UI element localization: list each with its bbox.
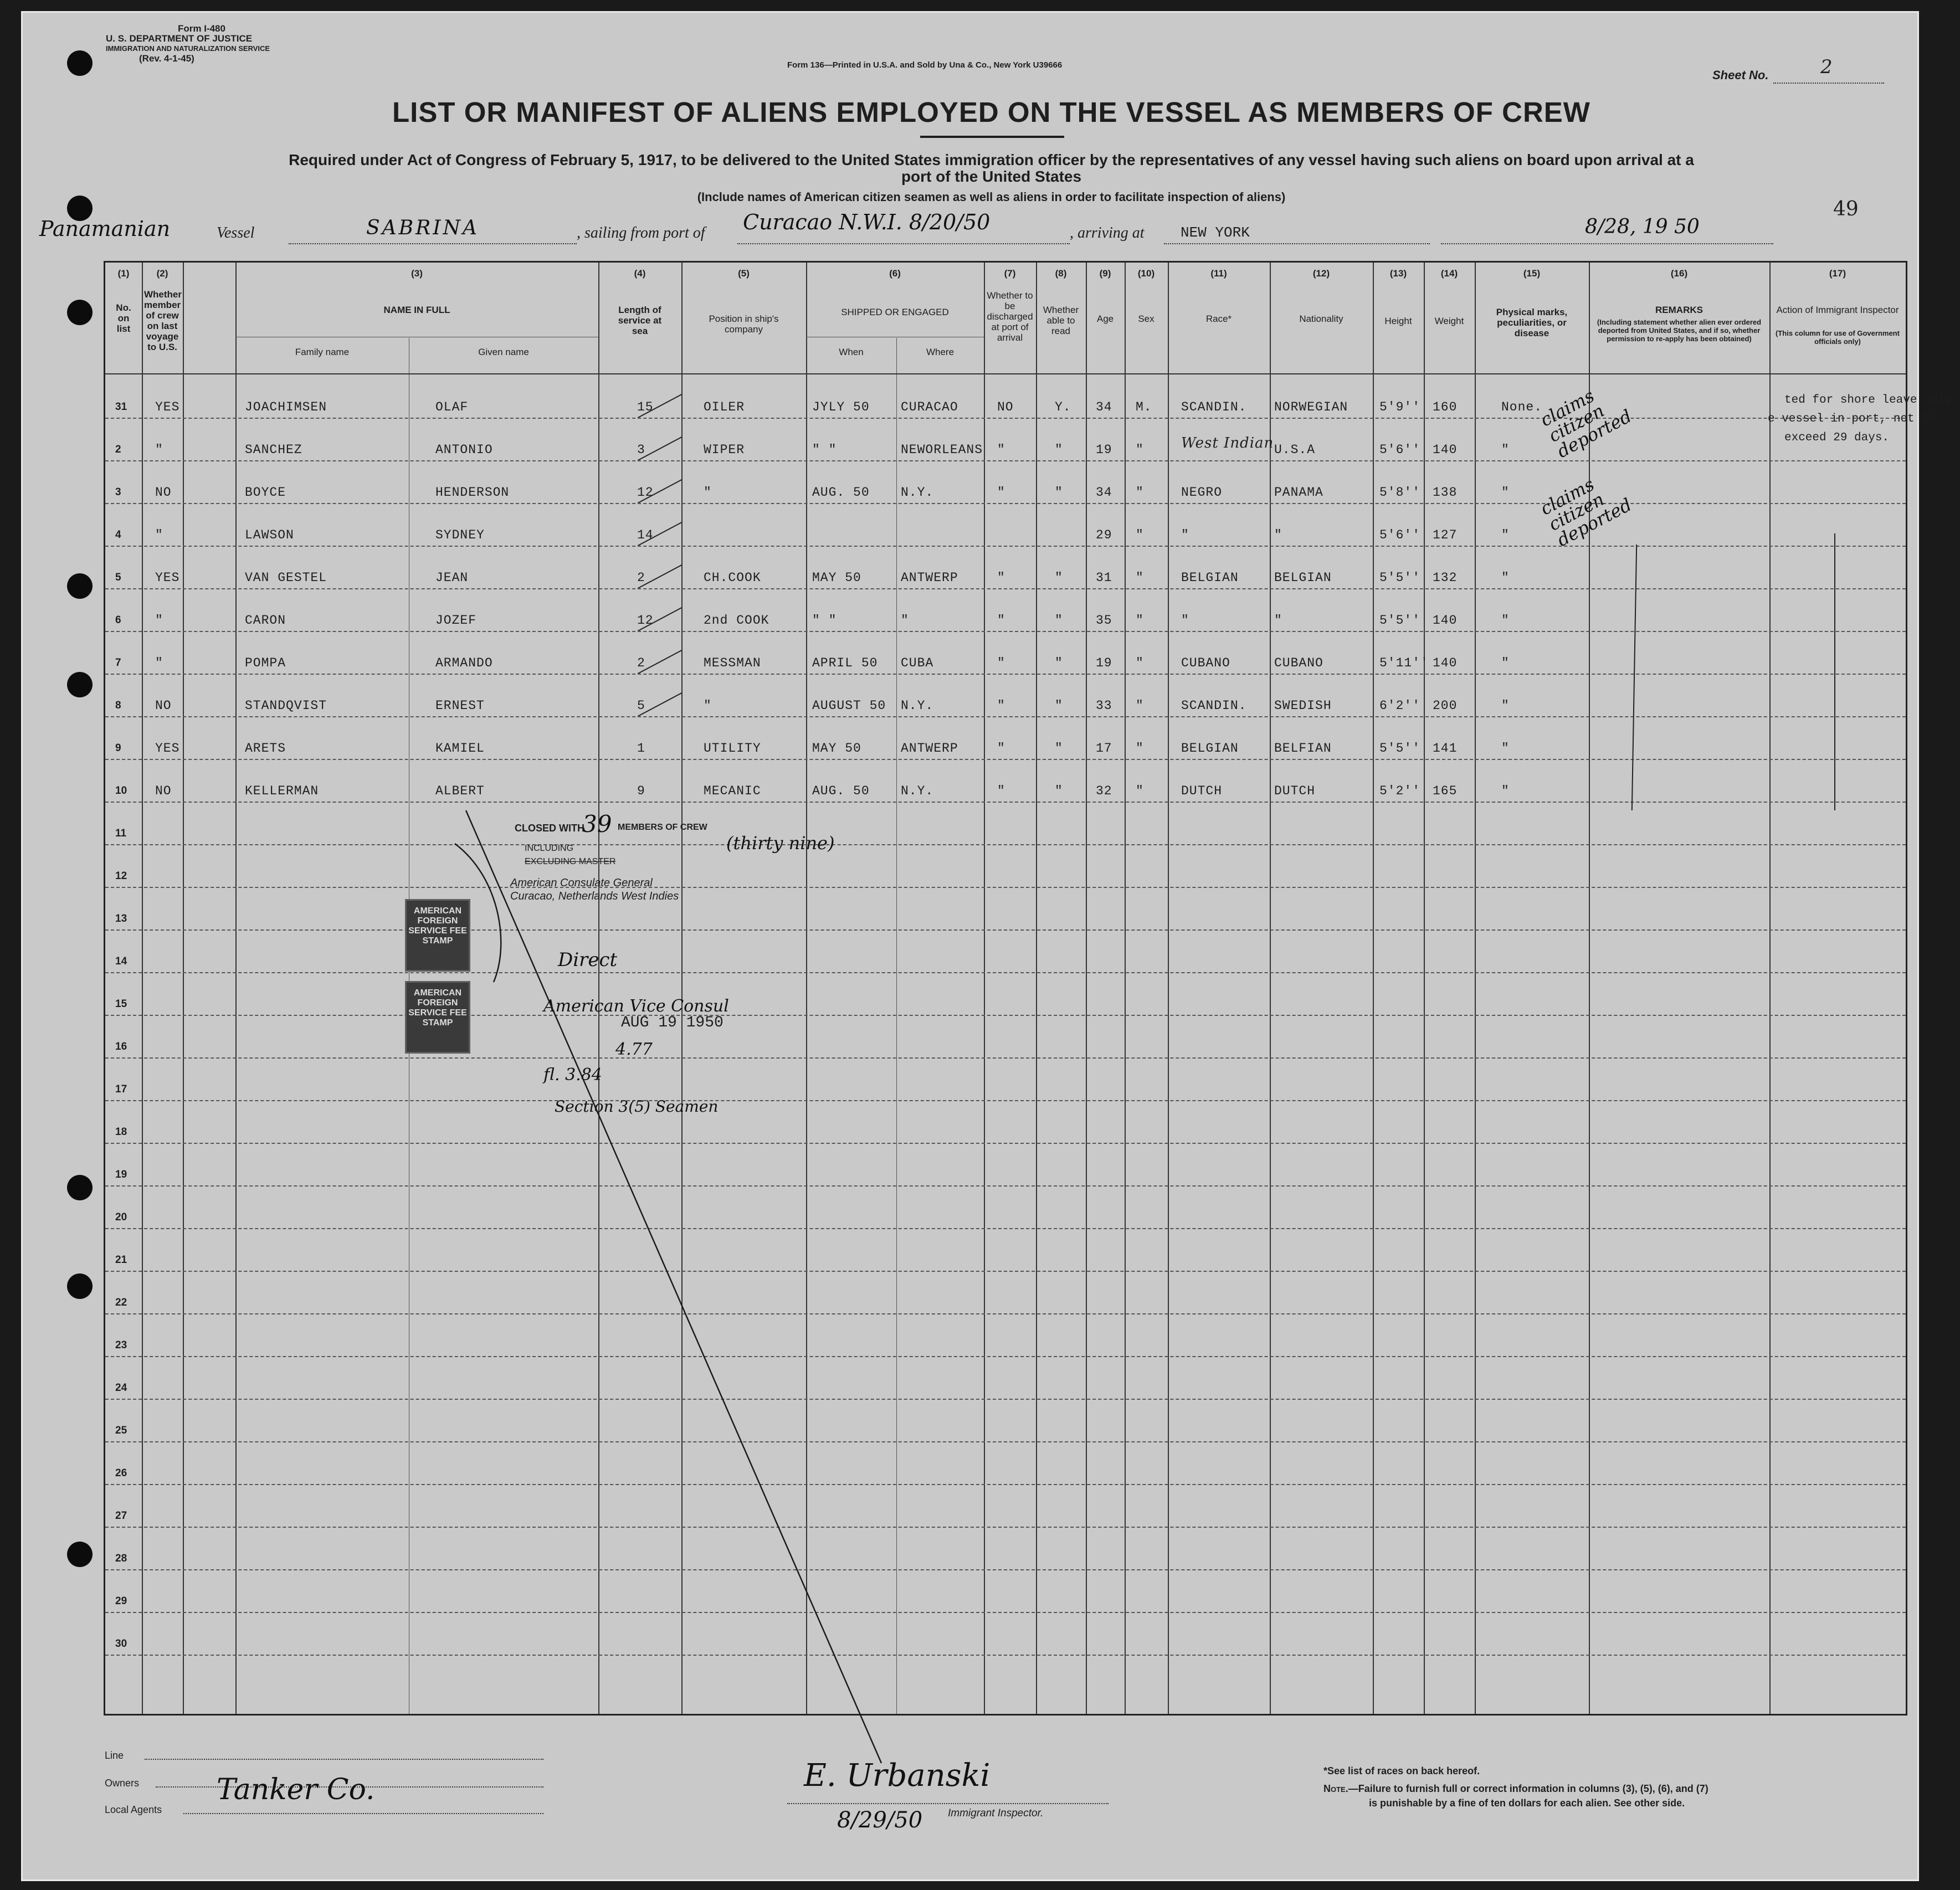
note-text-1 (1323, 1783, 1708, 1795)
cell-race: CUBANO (1181, 656, 1230, 670)
cell-shipped-when: AUG. 50 (812, 485, 870, 500)
row-number: 26 (115, 1467, 127, 1479)
revision: (Rev. 4-1-45) (139, 53, 194, 64)
cell-shipped-where: CUBA (901, 656, 934, 670)
cell-sex: " (1136, 571, 1144, 585)
cell-shipped-where: N.Y. (901, 784, 934, 798)
cell-height: 6'2'' (1379, 699, 1421, 713)
cell-weight: 127 (1433, 528, 1458, 542)
cell-shipped-when: " " (812, 443, 837, 457)
row-number: 19 (115, 1169, 127, 1180)
row-number: 13 (115, 913, 127, 925)
cell-age: 34 (1096, 485, 1112, 500)
cell-family-name: POMPA (245, 656, 286, 670)
cell-age: 19 (1096, 443, 1112, 457)
cell-race: BELGIAN (1181, 571, 1239, 585)
cell-nationality: PANAMA (1274, 485, 1323, 500)
col-header-given-name: Given name (478, 347, 529, 357)
cell-given-name: ANTONIO (435, 443, 493, 457)
cell-shipped-where: CURACAO (901, 400, 958, 414)
form-number: Form I-480 (178, 23, 225, 34)
row-number: 25 (115, 1425, 127, 1436)
row-number: 18 (115, 1126, 127, 1138)
cell-nationality: " (1274, 528, 1282, 542)
service: IMMIGRATION AND NATURALIZATION SERVICE (106, 44, 270, 53)
cell-family-name: KELLERMAN (245, 784, 319, 798)
col-num-4: (4) (634, 268, 646, 279)
cell-position: CH.COOK (704, 571, 761, 585)
cell-position: MESSMAN (704, 656, 761, 670)
cell-last-voyage: YES (155, 400, 180, 414)
owners-label: Owners (105, 1778, 140, 1789)
vice-consul-signature: American Vice Consul (543, 997, 729, 1016)
row-number: 30 (115, 1638, 127, 1650)
count-words: (thirty nine) (726, 833, 835, 854)
fee-amount: 4.77 (615, 1040, 653, 1059)
cell-shipped-where: ANTWERP (901, 571, 958, 585)
cell-service-length: 2 (637, 656, 645, 670)
cell-service-length: 5 (637, 699, 645, 713)
cell-sex: " (1136, 485, 1144, 500)
cell-family-name: SANCHEZ (245, 443, 302, 457)
cell-age: 31 (1096, 571, 1112, 585)
cell-last-voyage: YES (155, 571, 180, 585)
col-header-sex: Sex (1138, 314, 1155, 324)
cell-age: 34 (1096, 400, 1112, 414)
col-header-name: NAME IN FULL (383, 305, 450, 315)
cell-discharged: " (997, 613, 1005, 628)
vessel-name: SABRINA (366, 217, 479, 239)
cell-last-voyage: " (155, 656, 163, 670)
col-num-9: (9) (1099, 268, 1111, 279)
consulate-location: Curacao, Netherlands West Indies (510, 890, 679, 902)
cell-weight: 132 (1433, 571, 1458, 585)
col-num-2: (2) (156, 268, 168, 279)
consular-date: AUG 19 1950 (621, 1014, 724, 1031)
manifest-sheet (21, 11, 1952, 1881)
cell-position: " (704, 699, 712, 713)
page-number: 49 (1833, 198, 1859, 220)
section-note: Section 3(5) Seamen (555, 1097, 719, 1116)
arriving-label: , arriving at (1070, 224, 1145, 242)
cell-last-voyage: " (155, 443, 163, 457)
row-number: 3 (115, 486, 121, 498)
cell-discharged: NO (997, 400, 1014, 414)
row-number: 5 (115, 572, 121, 583)
cell-given-name: HENDERSON (435, 485, 510, 500)
col-num-13: (13) (1389, 268, 1407, 279)
fee-stamp-1: AMERICAN FOREIGN SERVICE FEE STAMP (405, 899, 470, 972)
col-header-when: When (839, 347, 864, 357)
row-number: 8 (115, 700, 121, 711)
cell-race: BELGIAN (1181, 741, 1239, 756)
cell-height: 5'5'' (1379, 741, 1421, 756)
vessel-flag: Panamanian (39, 217, 171, 241)
cell-physical-marks: " (1501, 485, 1510, 500)
cell-given-name: OLAF (435, 400, 469, 414)
cell-able-to-read: " (1055, 613, 1063, 628)
cell-family-name: VAN GESTEL (245, 571, 327, 585)
cell-sex: " (1136, 528, 1144, 542)
cell-weight: 140 (1433, 443, 1458, 457)
cell-service-length: 3 (637, 443, 645, 457)
cell-family-name: CARON (245, 613, 286, 628)
page-title: LIST OR MANIFEST OF ALIENS EMPLOYED ON THE VESSEL AS MEMBERS OF CREW (392, 96, 1590, 128)
row-number: 15 (115, 998, 127, 1010)
cell-age: 32 (1096, 784, 1112, 798)
cell-service-length: 12 (637, 613, 654, 628)
including-label: INCLUDING (525, 844, 574, 853)
agents-underline (183, 1813, 543, 1814)
cell-weight: 138 (1433, 485, 1458, 500)
cell-able-to-read: " (1055, 741, 1063, 756)
col-header-position: Position in ship's company (709, 314, 779, 335)
cell-service-length: 12 (637, 485, 654, 500)
cell-discharged: " (997, 571, 1005, 585)
sheet-label: Sheet No. (1712, 68, 1769, 82)
col-num-17: (17) (1829, 268, 1846, 279)
col-header-nationality: Nationality (1299, 314, 1343, 324)
row-number: 17 (115, 1083, 127, 1095)
cell-service-length: 2 (637, 571, 645, 585)
row-number: 6 (115, 614, 121, 626)
cell-family-name: BOYCE (245, 485, 286, 500)
remarks-typed-3: exceed 29 days. (1784, 432, 1890, 444)
col-header-discharged: Whether to be discharged at port of arrival (987, 290, 1033, 343)
cell-nationality: " (1274, 613, 1282, 628)
cell-given-name: ARMANDO (435, 656, 493, 670)
cell-race: NEGRO (1181, 485, 1223, 500)
col-num-3: (3) (411, 268, 423, 279)
cell-weight: 140 (1433, 656, 1458, 670)
cell-nationality: BELGIAN (1274, 571, 1332, 585)
col-header-last-voyage: Whether member of crew on last voyage to U.S. (144, 289, 182, 352)
col-header-weight: Weight (1434, 316, 1464, 326)
cell-sex: " (1136, 741, 1144, 756)
col-num-12: (12) (1312, 268, 1330, 279)
cell-age: 17 (1096, 741, 1112, 756)
cell-last-voyage: NO (155, 485, 172, 500)
cell-weight: 141 (1433, 741, 1458, 756)
cell-age: 33 (1096, 699, 1112, 713)
cell-physical-marks: " (1501, 528, 1510, 542)
cell-shipped-where: " (901, 613, 909, 628)
note-label: Note. (1323, 1783, 1348, 1794)
row-number: 28 (115, 1553, 127, 1564)
col-header-action-note: (This column for use of Government officials only) (1776, 329, 1900, 346)
col-header-race: Race* (1205, 314, 1232, 324)
col-header-remarks-note: (Including statement whether alien ever ordered deported from United States, and if so, whether permission to re-apply has been obtained) (1597, 318, 1762, 343)
cell-shipped-when: JYLY 50 (812, 400, 870, 414)
cell-physical-marks: " (1501, 656, 1510, 670)
cell-physical-marks: None. (1501, 400, 1543, 414)
inspector-date: 8/29/50 (837, 1807, 923, 1833)
cell-position: 2nd COOK (704, 613, 769, 628)
row-number: 21 (115, 1254, 127, 1266)
col-header-where: Where (926, 347, 955, 357)
col-header-height: Height (1384, 316, 1412, 326)
cell-physical-marks: " (1501, 443, 1510, 457)
excluding-label: EXCLUDING MASTER (525, 857, 616, 866)
cell-discharged: " (997, 699, 1005, 713)
cell-given-name: ALBERT (435, 784, 485, 798)
row-number: 24 (115, 1382, 127, 1394)
cell-physical-marks: " (1501, 784, 1510, 798)
cell-position: WIPER (704, 443, 745, 457)
col-num-7: (7) (1004, 268, 1016, 279)
cell-sex: " (1136, 656, 1144, 670)
cell-given-name: ERNEST (435, 699, 485, 713)
cell-sex: " (1136, 784, 1144, 798)
required-line-2: port of the United States (901, 168, 1082, 185)
row-number: 31 (115, 401, 127, 413)
cell-sex: " (1136, 613, 1144, 628)
cell-last-voyage: " (155, 613, 163, 628)
cell-shipped-when: AUG. 50 (812, 784, 870, 798)
line-underline (145, 1759, 543, 1760)
note-text-2: is punishable by a fine of ten dollars for each alien. See other side. (1369, 1797, 1685, 1809)
cell-service-length: 15 (637, 400, 654, 414)
cell-weight: 160 (1433, 400, 1458, 414)
consulate-name: American Consulate General (510, 877, 653, 889)
col-num-6: (6) (889, 268, 901, 279)
cell-sex: M. (1136, 400, 1152, 414)
col-header-service: Length of service at sea (618, 305, 662, 336)
cell-able-to-read: " (1055, 656, 1063, 670)
cell-able-to-read: " (1055, 571, 1063, 585)
members-of-crew: MEMBERS OF CREW (618, 823, 707, 832)
cell-nationality: DUTCH (1274, 784, 1316, 798)
closed-with-label: CLOSED WITH (515, 823, 584, 834)
department: U. S. DEPARTMENT OF JUSTICE (106, 33, 253, 44)
remarks-typed-1: ted for shore leave only (1784, 394, 1952, 407)
cell-weight: 200 (1433, 699, 1458, 713)
cell-able-to-read: " (1055, 784, 1063, 798)
cell-weight: 140 (1433, 613, 1458, 628)
row-number: 7 (115, 657, 121, 669)
cell-physical-marks: " (1501, 613, 1510, 628)
printer-line: Form 136—Printed in U.S.A. and Sold by Una & Co., New York U39666 (787, 60, 1063, 70)
col-num-15: (15) (1523, 268, 1541, 279)
cell-nationality: U.S.A (1274, 443, 1316, 457)
agents-label: Local Agents (105, 1804, 162, 1815)
cell-height: 5'6'' (1379, 528, 1421, 542)
from-port: Curacao N.W.I. 8/20/50 (743, 210, 991, 234)
cell-race: " (1181, 613, 1189, 628)
cell-able-to-read: " (1055, 443, 1063, 457)
cell-nationality: NORWEGIAN (1274, 400, 1348, 414)
col-header-action: Action of Immigrant Inspector (1776, 305, 1899, 315)
cell-position: " (704, 485, 712, 500)
cell-last-voyage: YES (155, 741, 180, 756)
row-number: 29 (115, 1595, 127, 1607)
cell-position: UTILITY (704, 741, 761, 756)
sheet-number: 2 (1820, 56, 1833, 78)
cell-family-name: ARETS (245, 741, 286, 756)
cell-weight: 165 (1433, 784, 1458, 798)
inspector-underline (787, 1803, 1109, 1804)
cell-able-to-read: Y. (1055, 400, 1071, 414)
row-number: 2 (115, 444, 121, 455)
cell-service-length: 14 (637, 528, 654, 542)
cell-age: 29 (1096, 528, 1112, 542)
required-line-1: Required under Act of Congress of February 5, 1917, to be delivered to the United States immigration officer by the representatives of any vessel having such aliens on board upon arrival at a (289, 151, 1694, 168)
cell-last-voyage: NO (155, 784, 172, 798)
cell-age: 35 (1096, 613, 1112, 628)
cell-nationality: SWEDISH (1274, 699, 1332, 713)
cell-nationality: BELFIAN (1274, 741, 1332, 756)
remarks-handwritten-2: claims citizen deported (1537, 474, 1635, 551)
direct-label: Direct (558, 949, 618, 971)
row-number: 11 (115, 828, 127, 839)
races-note: *See list of races on back hereof. (1323, 1765, 1480, 1776)
include-note: (Include names of American citizen seamen as well as aliens in order to facilitate inspection of aliens) (697, 190, 1286, 204)
cell-sex: " (1136, 699, 1144, 713)
cell-given-name: SYDNEY (435, 528, 485, 542)
cell-physical-marks: " (1501, 699, 1510, 713)
line-label: Line (105, 1750, 124, 1761)
cell-shipped-where: ANTWERP (901, 741, 958, 756)
cell-shipped-where: N.Y. (901, 485, 934, 500)
cell-height: 5'8'' (1379, 485, 1421, 500)
note-body: —Failure to furnish full or correct information in columns (3), (5), (6), and (7) (1348, 1783, 1708, 1794)
cell-race: SCANDIN. (1181, 699, 1247, 713)
arriving-port: NEW YORK (1181, 224, 1250, 241)
col-num-14: (14) (1440, 268, 1458, 279)
cell-discharged: " (997, 656, 1005, 670)
col-num-5: (5) (738, 268, 750, 279)
cell-last-voyage: NO (155, 699, 172, 713)
cell-race: West Indian (1181, 435, 1274, 451)
cell-last-voyage: " (155, 528, 163, 542)
cell-shipped-where: N.Y. (901, 699, 934, 713)
col-num-11: (11) (1210, 268, 1227, 279)
cell-given-name: KAMIEL (435, 741, 485, 756)
cell-service-length: 9 (637, 784, 645, 798)
cell-discharged: " (997, 784, 1005, 798)
cell-family-name: LAWSON (245, 528, 294, 542)
vessel-label: Vessel (217, 224, 255, 242)
col-num-16: (16) (1670, 268, 1688, 279)
crew-count: 39 (582, 810, 612, 838)
cell-height: 5'5'' (1379, 613, 1421, 628)
cell-sex: " (1136, 443, 1144, 457)
col-header-remarks: REMARKS (1655, 305, 1703, 315)
cell-height: 5'11'' (1379, 656, 1429, 670)
arrival-date: 8/28, 19 50 (1585, 215, 1700, 238)
cell-shipped-when: APRIL 50 (812, 656, 878, 670)
row-number: 23 (115, 1339, 127, 1351)
cell-family-name: STANDQVIST (245, 699, 327, 713)
inspector-label: Immigrant Inspector. (948, 1807, 1044, 1819)
fee-stamp-2: AMERICAN FOREIGN SERVICE FEE STAMP (405, 981, 470, 1054)
remarks-typed-2: e vessel in port, not to (1768, 413, 1936, 425)
cell-shipped-when: AUGUST 50 (812, 699, 886, 713)
col-num-8: (8) (1055, 268, 1067, 279)
row-number: 14 (115, 956, 127, 967)
cell-able-to-read: " (1055, 485, 1063, 500)
cell-family-name: JOACHIMSEN (245, 400, 327, 414)
cell-shipped-where: NEWORLEANS (901, 443, 983, 457)
cell-race: DUTCH (1181, 784, 1223, 798)
col-header-age: Age (1096, 314, 1114, 324)
cell-shipped-when: MAY 50 (812, 571, 861, 585)
cell-discharged: " (997, 443, 1005, 457)
cell-shipped-when: MAY 50 (812, 741, 861, 756)
cell-service-length: 1 (637, 741, 645, 756)
col-header-physical-marks: Physical marks, peculiarities, or disease (1496, 307, 1568, 338)
col-header-read: Whether able to read (1043, 305, 1079, 336)
cell-position: OILER (704, 400, 745, 414)
cell-age: 19 (1096, 656, 1112, 670)
cell-race: SCANDIN. (1181, 400, 1247, 414)
cell-height: 5'2'' (1379, 784, 1421, 798)
row-number: 10 (115, 785, 127, 797)
row-number: 4 (115, 529, 121, 541)
col-header-no: No. on list (116, 302, 131, 334)
fee-note: fl. 3.84 (543, 1065, 602, 1085)
cell-physical-marks: " (1501, 741, 1510, 756)
row-number: 12 (115, 870, 127, 882)
sailing-label: , sailing from port of (577, 224, 705, 242)
remarks-handwritten-1: claims citizen deported (1537, 385, 1635, 463)
cell-able-to-read: " (1055, 699, 1063, 713)
cell-position: MECANIC (704, 784, 761, 798)
col-num-1: (1) (117, 268, 130, 279)
cell-race: " (1181, 528, 1189, 542)
col-header-shipped: SHIPPED OR ENGAGED (841, 307, 949, 317)
inspector-signature: E. Urbanski (804, 1758, 991, 1794)
row-number: 16 (115, 1041, 127, 1052)
cell-given-name: JEAN (435, 571, 469, 585)
cell-shipped-when: " " (812, 613, 837, 628)
row-number: 27 (115, 1510, 127, 1522)
cell-discharged: " (997, 741, 1005, 756)
row-number: 22 (115, 1297, 127, 1308)
owners-value: Tanker Co. (217, 1773, 375, 1806)
row-number: 20 (115, 1211, 127, 1223)
diagonal-pen-stroke (23, 13, 1917, 1879)
cell-height: 5'6'' (1379, 443, 1421, 457)
cell-physical-marks: " (1501, 571, 1510, 585)
col-header-family-name: Family name (295, 347, 350, 357)
cell-discharged: " (997, 485, 1005, 500)
cell-height: 5'9'' (1379, 400, 1421, 414)
cell-height: 5'5'' (1379, 571, 1421, 585)
row-number: 9 (115, 742, 121, 754)
cell-given-name: JOZEF (435, 613, 477, 628)
col-num-10: (10) (1137, 268, 1155, 279)
cell-nationality: CUBANO (1274, 656, 1323, 670)
